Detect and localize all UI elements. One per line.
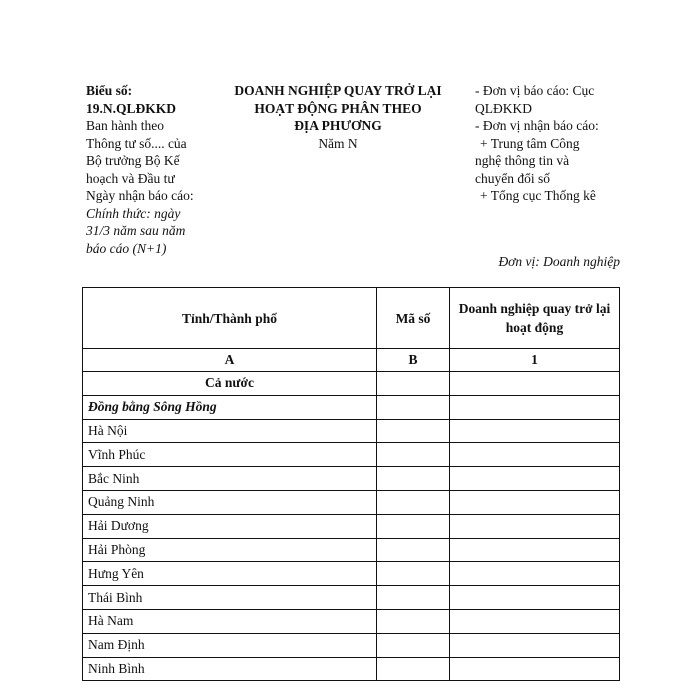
province-cell: Hà Nam [83,609,377,633]
empty-cell [377,467,450,491]
table-row [83,443,620,467]
report-title-line: DOANH NGHIỆP QUAY TRỞ LẠI [234,83,442,98]
issued-line: Ban hành theo [86,118,164,133]
empty-cell [450,657,620,681]
header-province: Tỉnh/Thành phố [83,288,377,349]
empty-cell [450,372,620,396]
national-cell: Cả nước [83,372,377,396]
official-date-line: báo cáo (N+1) [86,240,167,256]
province-cell: Ninh Bình [83,657,377,681]
official-date-line: 31/3 năm sau năm [86,223,186,238]
empty-cell [377,419,450,443]
empty-cell [450,514,620,538]
empty-cell [377,633,450,657]
form-code: 19.N.QLĐKKD [86,100,177,116]
empty-cell [450,586,620,610]
table-row [83,419,620,443]
table-row [83,609,620,633]
empty-cell [450,419,620,443]
report-year: Năm N [318,135,358,151]
issued-line: hoạch và Đầu tư [86,170,175,186]
empty-cell [450,633,620,657]
receiver-line: + Trung tâm Công [480,135,580,151]
issued-line: Thông tư số.... của [86,135,187,151]
province-cell: Nam Định [83,633,377,657]
empty-cell [377,490,450,514]
province-cell: Quảng Ninh [83,490,377,514]
receiver-line: nghệ thông tin và [475,153,570,168]
empty-cell [377,514,450,538]
table-row [83,467,620,491]
reporting-unit-line: - Đơn vị báo cáo: Cục [475,83,595,98]
report-title-line: HOẠT ĐỘNG PHÂN THEO [254,100,422,116]
reporting-units-block [475,82,635,205]
report-title-line: ĐỊA PHƯƠNG [294,118,382,133]
report-title-block [218,82,458,152]
table-row [83,538,620,562]
receive-date-label: Ngày nhận báo cáo: [86,188,194,203]
form-info-block [86,82,236,257]
empty-cell [377,538,450,562]
receiving-unit-label: - Đơn vị nhận báo cáo: [475,118,599,133]
table-row [83,514,620,538]
province-cell: Thái Bình [83,586,377,610]
empty-cell [377,395,450,419]
header-enterprises: Doanh nghiệp quay trở lại hoạt động [450,288,620,349]
code-cell: B [377,349,450,372]
province-cell: Hải Phòng [83,538,377,562]
report-table [82,287,620,681]
empty-cell [377,586,450,610]
empty-cell [377,443,450,467]
empty-cell [377,562,450,586]
empty-cell [377,609,450,633]
table-row [83,372,620,396]
table-row [83,395,620,419]
code-cell: 1 [450,349,620,372]
reporting-unit-line: QLĐKKD [475,100,532,116]
table-row [83,657,620,681]
province-cell: Hà Nội [83,419,377,443]
table-row [83,586,620,610]
table-header-row [83,288,620,349]
receiver-line: + Tổng cục Thống kê [480,188,596,203]
code-cell: A [83,349,377,372]
form-label: Biểu số: [86,83,133,98]
empty-cell [377,372,450,396]
issued-line: Bộ trưởng Bộ Kế [86,153,180,168]
province-cell: Vĩnh Phúc [83,443,377,467]
receiver-line: chuyển đổi số [475,170,550,186]
region-cell: Đồng bằng Sông Hồng [83,395,377,419]
empty-cell [450,443,620,467]
table-row [83,490,620,514]
province-cell: Hưng Yên [83,562,377,586]
empty-cell [450,609,620,633]
table-row [83,562,620,586]
unit-note: Đơn vị: Doanh nghiệp [498,254,620,269]
province-cell: Bắc Ninh [83,467,377,491]
table-row [83,633,620,657]
empty-cell [450,490,620,514]
empty-cell [450,467,620,491]
official-date-line: Chính thức: ngày [86,205,181,221]
empty-cell [450,562,620,586]
empty-cell [450,395,620,419]
empty-cell [377,657,450,681]
column-code-row [83,349,620,372]
province-cell: Hải Dương [83,514,377,538]
empty-cell [450,538,620,562]
header-code: Mã số [377,288,450,349]
